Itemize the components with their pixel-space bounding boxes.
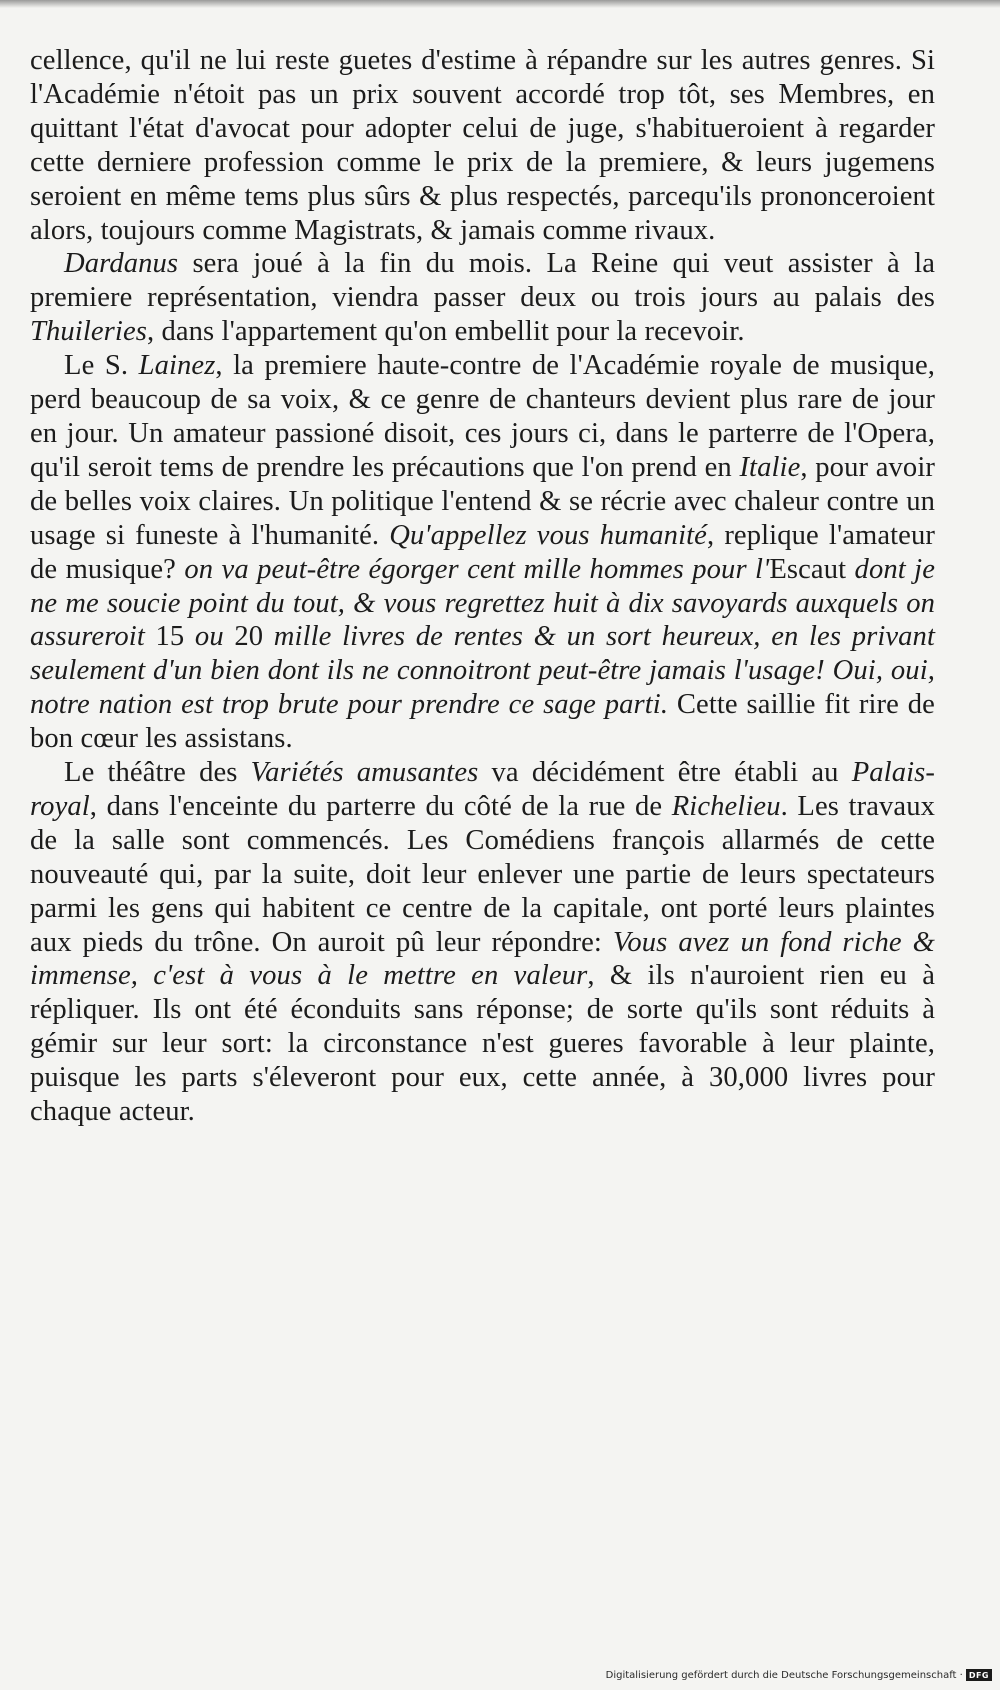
paragraph (30, 349, 935, 756)
paragraph-segment: , & ils n'auroient rien eu à répliquer. Ils ont été éconduits sans réponse; de sorte qu'ils sont réduits à gémir sur leur sort: la circonstance n'est gueres favorable à leur plainte, puisque les parts s'éleveront pour eux, cette année, à 30,000 livres pour chaque acteur. (30, 960, 935, 1128)
page-body-text (30, 44, 935, 1129)
paragraph-segment: Vous avez un fond riche & immense, c'est à vous à le mettre en valeur (30, 926, 935, 992)
paragraph-segment: , dans l'enceinte du parterre du côté de la rue de (89, 790, 672, 822)
paragraph-segment: Palais-royal (30, 757, 936, 822)
digitization-credit (606, 1668, 992, 1682)
paragraph-segment: dont je ne me soucie point du tout, & vous regrettez huit à dix savoyards auxquels on assureroit (30, 553, 935, 653)
paragraph-segment: , la premiere haute-contre de l'Académie royale de musique, perd beaucoup de sa voix, & ce genre de chanteurs devient plus rare de jour en jour. Un amateur passioné disoit, ces jours ci, dans le parterre de l'Opera, qu'il seroit tems de prendre les précautions que l'on prend en (30, 350, 936, 483)
paragraph-segment: mille livres de rentes & un sort heureux, en les privant seulement d'un bien dont ils ne connoitront peut-être jamais l'usage! Oui, oui, notre nation est trop brute pour prendre ce sage parti. (30, 621, 936, 721)
paragraph-segment: , pour avoir de belles voix claires. Un politique l'entend & se récrie avec chaleur contre un usage si funeste à l'humanité. (30, 451, 936, 551)
dfg-logo: DFG (966, 1669, 992, 1681)
paragraph-segment: Cette saillie fit rire de bon cœur les assistans. (30, 689, 935, 755)
paragraph-segment: Le S. (64, 350, 139, 382)
paragraph-segment: sera joué à la fin du mois. La Reine qui veut assister à la premiere représentation, viendra passer deux ou trois jours au palais des (30, 248, 935, 314)
paragraph (30, 44, 935, 247)
paragraph-segment: Dardanus (64, 248, 179, 280)
paragraph-segment: , replique l'amateur de musique? (30, 519, 935, 585)
paragraph-segment: Variétés amusantes (250, 757, 479, 789)
paragraph-segment: Le théâtre des (64, 757, 251, 789)
paragraph (30, 756, 935, 1129)
paragraph-segment: Escaut (769, 553, 847, 585)
paragraph (30, 247, 935, 349)
paragraph-segment: Richelieu (671, 790, 781, 822)
paragraph-segment: cellence, qu'il ne lui reste guetes d'estime à répandre sur les autres genres. Si l'Académie n'étoit pas un prix souvent accordé trop tôt, ses Membres, en quittant l'état d'avocat pour adopter celui de juge, s'habitueroient à regarder cette derniere profession comme le prix de la premiere, & leurs jugemens seroient en même tems plus sûrs & plus respectés, parcequ'ils prononceroient alors, toujours comme Magistrats, & jamais comme rivaux. (30, 45, 935, 246)
paragraph-segment: on va peut-être égorger cent mille hommes pour l' (184, 553, 770, 585)
page-top-edge (0, 0, 1000, 8)
paragraph-segment: Italie (739, 451, 801, 483)
paragraph-segment: Qu'appellez vous humanité (389, 519, 707, 551)
paragraph-segment: . Les travaux de la salle sont commencés. Les Comédiens françois allarmés de cette nouveauté qui, par la suite, doit leur enlever une partie de leurs spectateurs parmi les gens qui habitent ce centre de la capitale, ont porté leurs plaintes aux pieds du trône. On auroit pû leur répondre: (30, 790, 935, 958)
paragraph-segment: , dans l'appartement qu'on embellit pour la recevoir. (146, 316, 745, 348)
paragraph-segment: Lainez (138, 350, 216, 382)
digitization-credit-text: Digitalisierung gefördert durch die Deutsche Forschungsgemeinschaft · (605, 1669, 963, 1681)
paragraph-segment: Thuileries (30, 316, 147, 348)
paragraph-segment: va décidément être établi au (478, 757, 852, 789)
paragraph-segment: 15 (155, 621, 185, 653)
paragraph-segment: 20 (234, 621, 264, 653)
paragraph-segment: ou (184, 621, 235, 653)
